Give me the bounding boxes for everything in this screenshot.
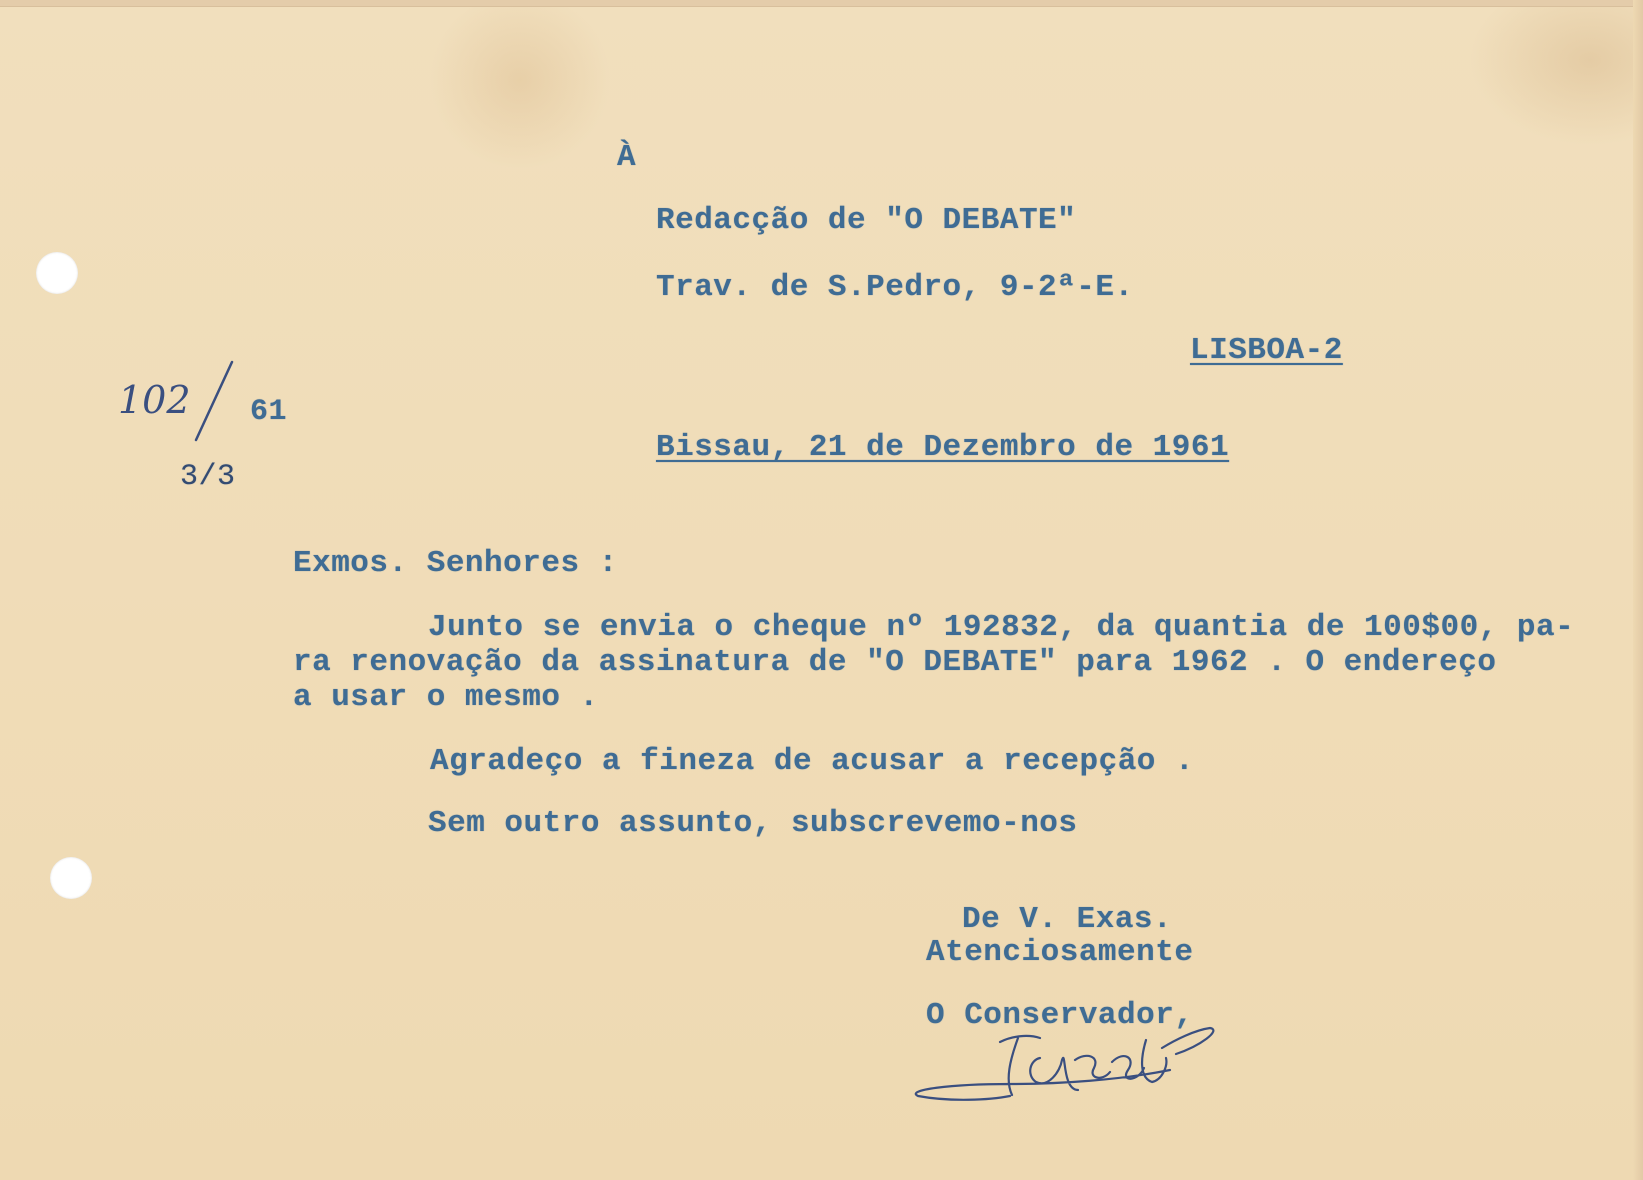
body-line-3: a usar o mesmo . — [293, 680, 599, 715]
recipient-name: Redacção de "O DEBATE" — [656, 203, 1077, 238]
body-line-2: ra renovação da assinatura de "O DEBATE" para 1962 . O endereço — [293, 645, 1497, 680]
date-line: Bissau, 21 de Dezembro de 1961 — [656, 430, 1230, 465]
greeting: Exmos. Senhores : — [293, 546, 618, 581]
salutation-to: À — [617, 140, 637, 175]
handwritten-reference-number: 102 — [118, 378, 191, 422]
closing-line-1: De V. Exas. — [962, 902, 1173, 937]
closing-line-2: Atenciosamente — [926, 935, 1194, 970]
recipient-city: LISBOA-2 — [1190, 333, 1343, 368]
paragraph-closing: Sem outro assunto, subscrevemo-nos — [428, 806, 1078, 841]
body-line-1: Junto se envia o cheque nº 192832, da quantia de 100$00, pa- — [428, 610, 1575, 645]
recipient-address: Trav. de S.Pedro, 9-2ª-E. — [656, 270, 1134, 305]
signatory-title: O Conservador, — [926, 998, 1194, 1033]
paragraph-thanks: Agradeço a fineza de acusar a recepção . — [430, 744, 1195, 779]
reference-year: 61 — [250, 395, 288, 429]
reference-page: 3/3 — [180, 460, 236, 494]
